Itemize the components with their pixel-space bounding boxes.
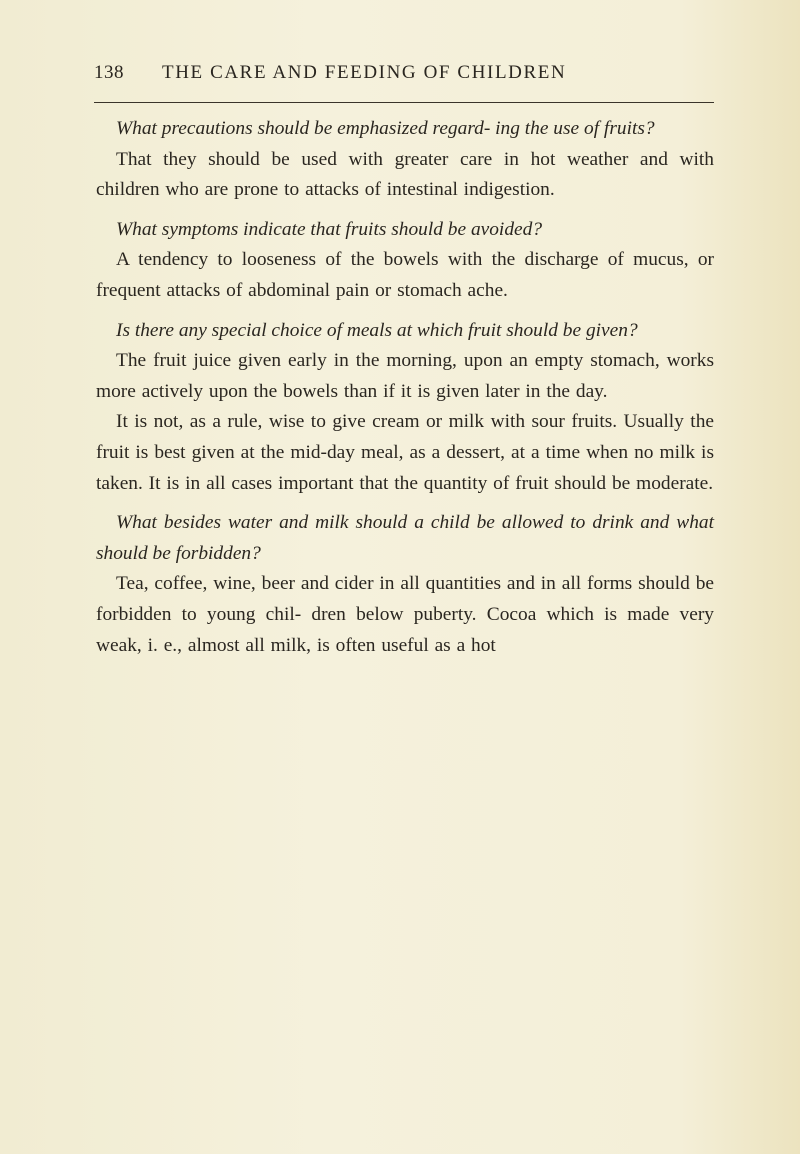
- header-rule: [94, 102, 714, 103]
- page-number: 138: [94, 62, 124, 83]
- question-text: What besides water and milk should a child be allowed to drink and what should be forbidden?: [96, 512, 714, 564]
- page-header: [94, 62, 714, 92]
- answer-paragraph: Tea, coffee, wine, beer and cider in all quantities and in all forms should be forbidden to young chil- dren below puberty. Cocoa which is made very weak, i. e., almost all milk, is often useful as a hot: [96, 573, 714, 656]
- question-text: What symptoms indicate that fruits should be avoided?: [116, 218, 543, 240]
- answer-paragraph: The fruit juice given early in the morning, upon an empty stomach, works more actively upon the bowels than if it is given later in the day.: [96, 350, 714, 402]
- answer-paragraph: That they should be used with greater care in hot weather and with children who are prone to attacks of intestinal indigestion.: [96, 148, 714, 201]
- page-body: [96, 114, 714, 670]
- qa-block: [96, 114, 714, 206]
- question-text: What precautions should be emphasized regard- ing the use of fruits?: [116, 118, 655, 139]
- answer-paragraph: It is not, as a rule, wise to give cream or milk with sour fruits. Usually the fruit is best given at the mid-day meal, as a dessert, at a time when no milk is taken. It is in all cases important that the quantity of fruit should be moderate.: [96, 411, 714, 494]
- qa-block: [96, 316, 714, 500]
- question-text: Is there any special choice of meals at which fruit should be given?: [116, 319, 638, 341]
- qa-block: [96, 215, 714, 307]
- qa-block: [96, 508, 714, 661]
- answer-paragraph: A tendency to looseness of the bowels with the discharge of mucus, or frequent attacks of abdominal pain or stomach ache.: [96, 249, 714, 301]
- running-title: THE CARE AND FEEDING OF CHILDREN: [162, 62, 567, 83]
